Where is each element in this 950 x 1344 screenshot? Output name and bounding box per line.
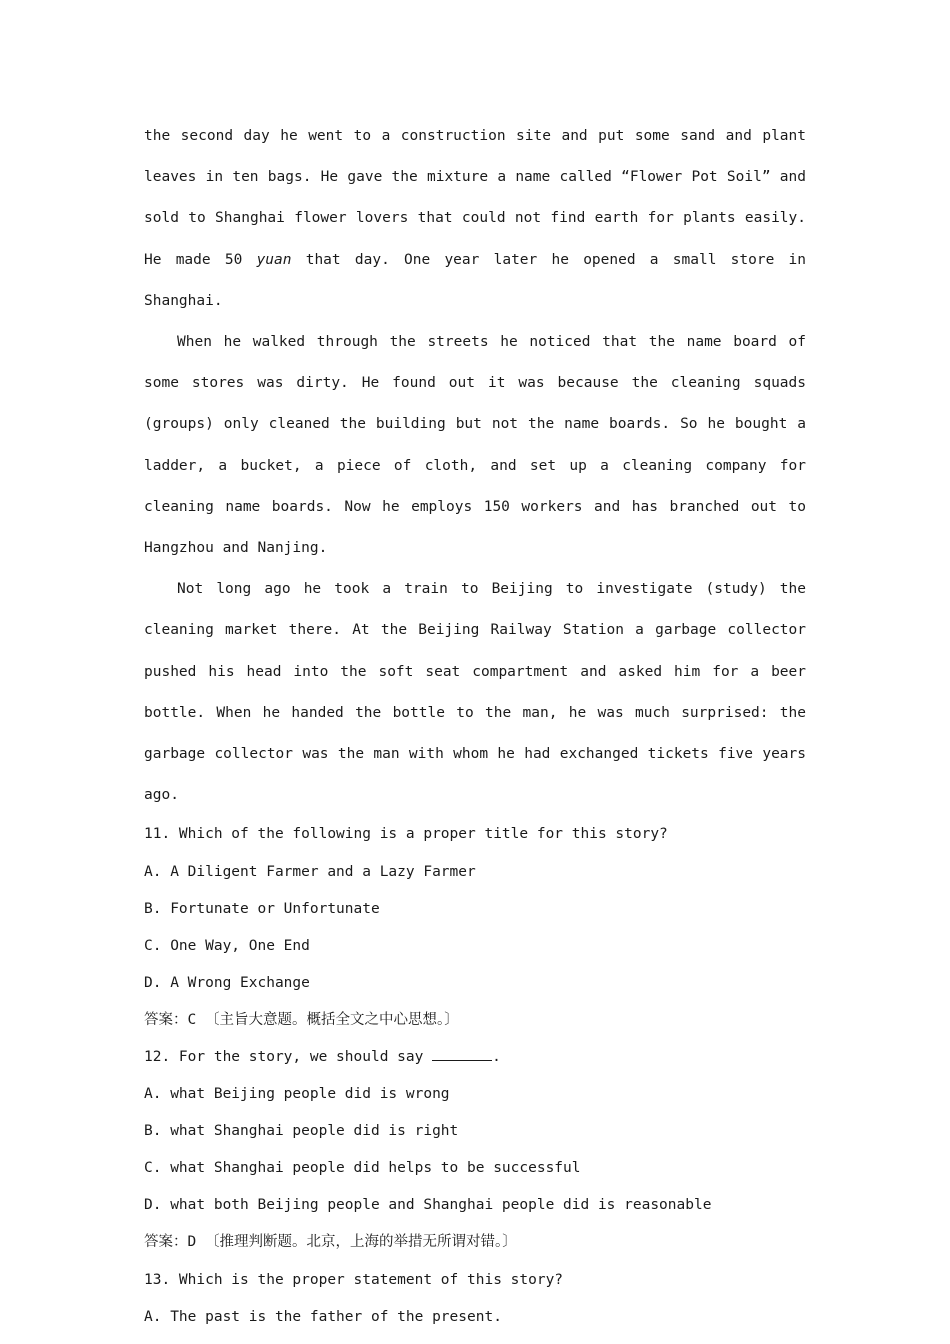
question-stem-end: . — [492, 1049, 501, 1066]
answer-blank — [432, 1048, 492, 1061]
option-b: B. what Shanghai people did is right — [144, 1123, 459, 1140]
answer-explanation: 答案：C 〔主旨大意题。概括全文之中心思想。〕 — [144, 1011, 459, 1028]
passage-paragraph-2: When he walked through the streets he noticed that the name board of some stores was dirty. He found out it was because the cleaning squads (groups) only cleaned the building but not the name boards. So he bought a ladder, a bucket, a piece of cloth, and set up a cleaning company for cleaning name boards. Now he employs 150 workers and has branched out to Hangzhou and Nanjing. — [144, 334, 806, 557]
passage-text: the second day he went to a construction site and put some sand and plant leaves in ten bags. He gave the mixture a name called “Flower Pot Soil” and sold to Shanghai flower lovers that could not find earth for plants easily. He made 50 — [144, 128, 806, 268]
option-c: C. One Way, One End — [144, 937, 310, 954]
question-stem — [144, 1039, 806, 1076]
option-a: A. what Beijing people did is wrong — [144, 1086, 450, 1103]
passage-text: that day. One year later he opened a small store in Shanghai. — [144, 251, 807, 309]
italic-word: yuan — [256, 251, 292, 268]
question-stem: 13. Which is the proper statement of this story? — [144, 1271, 564, 1288]
option-c: C. what Shanghai people did helps to be successful — [144, 1160, 581, 1177]
option-a: A. A Diligent Farmer and a Lazy Farmer — [144, 863, 476, 880]
question-12 — [144, 1039, 806, 1262]
option-b: B. Fortunate or Unfortunate — [144, 900, 380, 917]
question-stem: 11. Which of the following is a proper title for this story? — [144, 826, 668, 843]
question-stem-text: 12. For the story, we should say — [144, 1049, 433, 1066]
question-11 — [144, 816, 806, 1039]
question-13 — [144, 1262, 806, 1336]
passage-paragraph-3: Not long ago he took a train to Beijing to investigate (study) the cleaning market there. At the Beijing Railway Station a garbage collector pushed his head into the soft seat compartment and asked him for a beer bottle. When he handed the bottle to the man, he was much surprised: the garbage collector was the man with whom he had exchanged tickets five years ago. — [144, 581, 806, 804]
option-d: D. A Wrong Exchange — [144, 974, 310, 991]
option-a: A. The past is the father of the present. — [144, 1308, 502, 1325]
passage-paragraph-1 — [144, 116, 806, 322]
option-d: D. what both Beijing people and Shanghai people did is reasonable — [144, 1197, 712, 1214]
document-page — [144, 116, 806, 1336]
answer-explanation: 答案：D 〔推理判断题。北京，上海的举措无所谓对错。〕 — [144, 1234, 517, 1251]
